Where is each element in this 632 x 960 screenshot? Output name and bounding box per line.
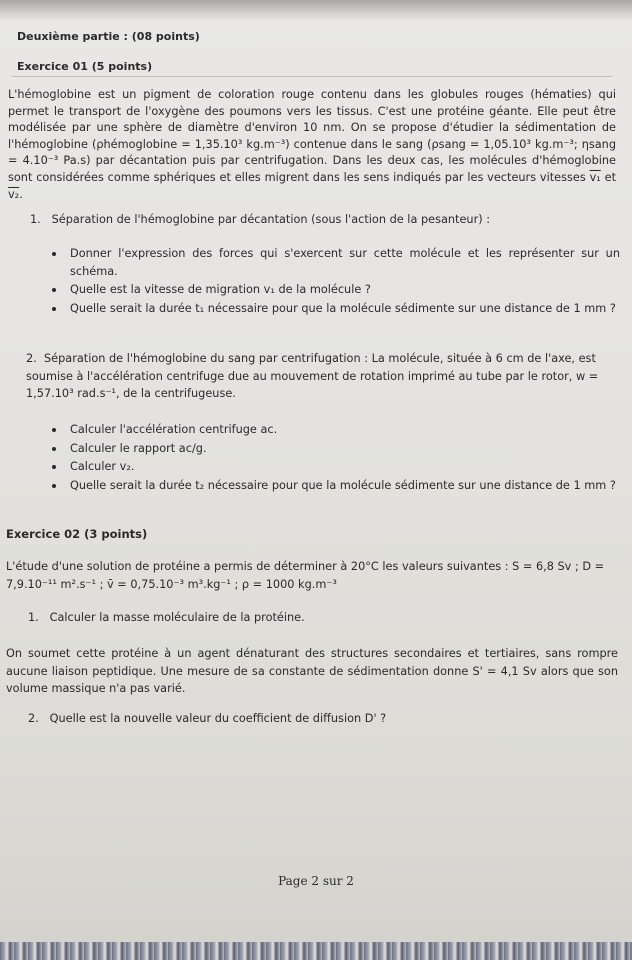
question-text: Séparation de l'hémoglobine du sang par centrifugation : La molécule, située à 6 cm de l'axe, est soumise à l'accélération centrifuge due au mouvement de rotation imprimé au tube par le rotor, w = 1,57.10³ rad.s⁻¹, de la centrifugeuse. [26, 352, 599, 400]
part-title: Deuxième partie : (08 points) [17, 30, 200, 43]
exercise-1-title: Exercice 01 (5 points) [17, 60, 153, 73]
list-item: Calculer l'accélération centrifuge ac. [52, 421, 620, 439]
exercise-2-question-1 [28, 611, 305, 624]
exercise-2-title: Exercice 02 (3 points) [6, 527, 148, 541]
question-1-bullets [52, 245, 620, 318]
exercise-2-intro: L'étude d'une solution de protéine a permis de déterminer à 20°C les valeurs suivantes : S = 6,8 Sv ; D = 7,9.10⁻¹¹ m².s⁻¹ ; v̄ = 0,75.10⁻³ m³.kg⁻¹ ; ρ = 1000 kg.m⁻³ [6, 560, 605, 591]
vector-v1: v₁ [589, 170, 601, 184]
question-number: 2. [28, 712, 39, 725]
list-item: Calculer v₂. [52, 458, 620, 476]
divider [12, 76, 612, 77]
exercise-1-question-2 [26, 350, 620, 403]
exercise-2-question-2 [28, 712, 386, 725]
vector-v2: v₂ [8, 187, 20, 201]
page-footer: Page 2 sur 2 [278, 874, 354, 888]
question-number: 1. [30, 213, 41, 226]
list-item: Quelle serait la durée t₂ nécessaire pour que la molécule sédimente sur une distance de 1 mm ? [52, 477, 620, 495]
list-item: Donner l'expression des forces qui s'exercent sur cette molécule et les représenter sur un schéma. [52, 245, 620, 280]
exercise-1-intro [8, 87, 616, 203]
question-text: Séparation de l'hémoglobine par décantation (sous l'action de la pesanteur) : [51, 213, 491, 226]
intro-end: . [19, 187, 23, 201]
exercise-1-question-1 [30, 213, 610, 226]
list-item: Quelle est la vitesse de migration v₁ de la molécule ? [52, 281, 620, 299]
and-word: et [600, 170, 617, 184]
list-item: Quelle serait la durée t₁ nécessaire pour que la molécule sédimente sur une distance de 1 mm ? [52, 300, 620, 318]
exercise-1-intro-text: L'hémoglobine est un pigment de coloration rouge contenu dans les globules rouges (hématies) qui permet le transport de l'oxygène des poumons vers les tissus. C'est une protéine géante. Elle peut être modélisée par une sphère de diamètre d'environ 10 nm. On se propose d'étudier la sédimentation de l'hémoglobine (ρhémoglobine = 1,35.10³ kg.m⁻³) contenue dans le sang (ρsang = 1,05.10³ kg.m⁻³; ηsang = 4.10⁻³ Pa.s) par décantation puis par centrifugation. Dans les deux cas, les molécules d'hémoglobine sont considérées comme sphériques et elles migrent dans les sens indiqués par les vecteurs vitesses [8, 88, 616, 184]
exercise-2-text: On soumet cette protéine à un agent dénaturant des structures secondaires et tertiaires, sans rompre aucune liaison peptidique. Une mesure de sa constante de sédimentation donne S' = 4,1 Sv alors que son volume massique n'a pas varié. [6, 647, 618, 695]
question-2-bullets [52, 421, 620, 495]
question-number: 2. [26, 352, 37, 365]
photo-bottom-edge [0, 942, 632, 960]
list-item: Calculer le rapport ac/g. [52, 440, 620, 458]
question-text: Quelle est la nouvelle valeur du coefficient de diffusion D' ? [49, 712, 387, 725]
question-text: Calculer la masse moléculaire de la protéine. [49, 611, 305, 624]
question-number: 1. [28, 611, 39, 624]
photo-top-shadow [0, 0, 632, 20]
